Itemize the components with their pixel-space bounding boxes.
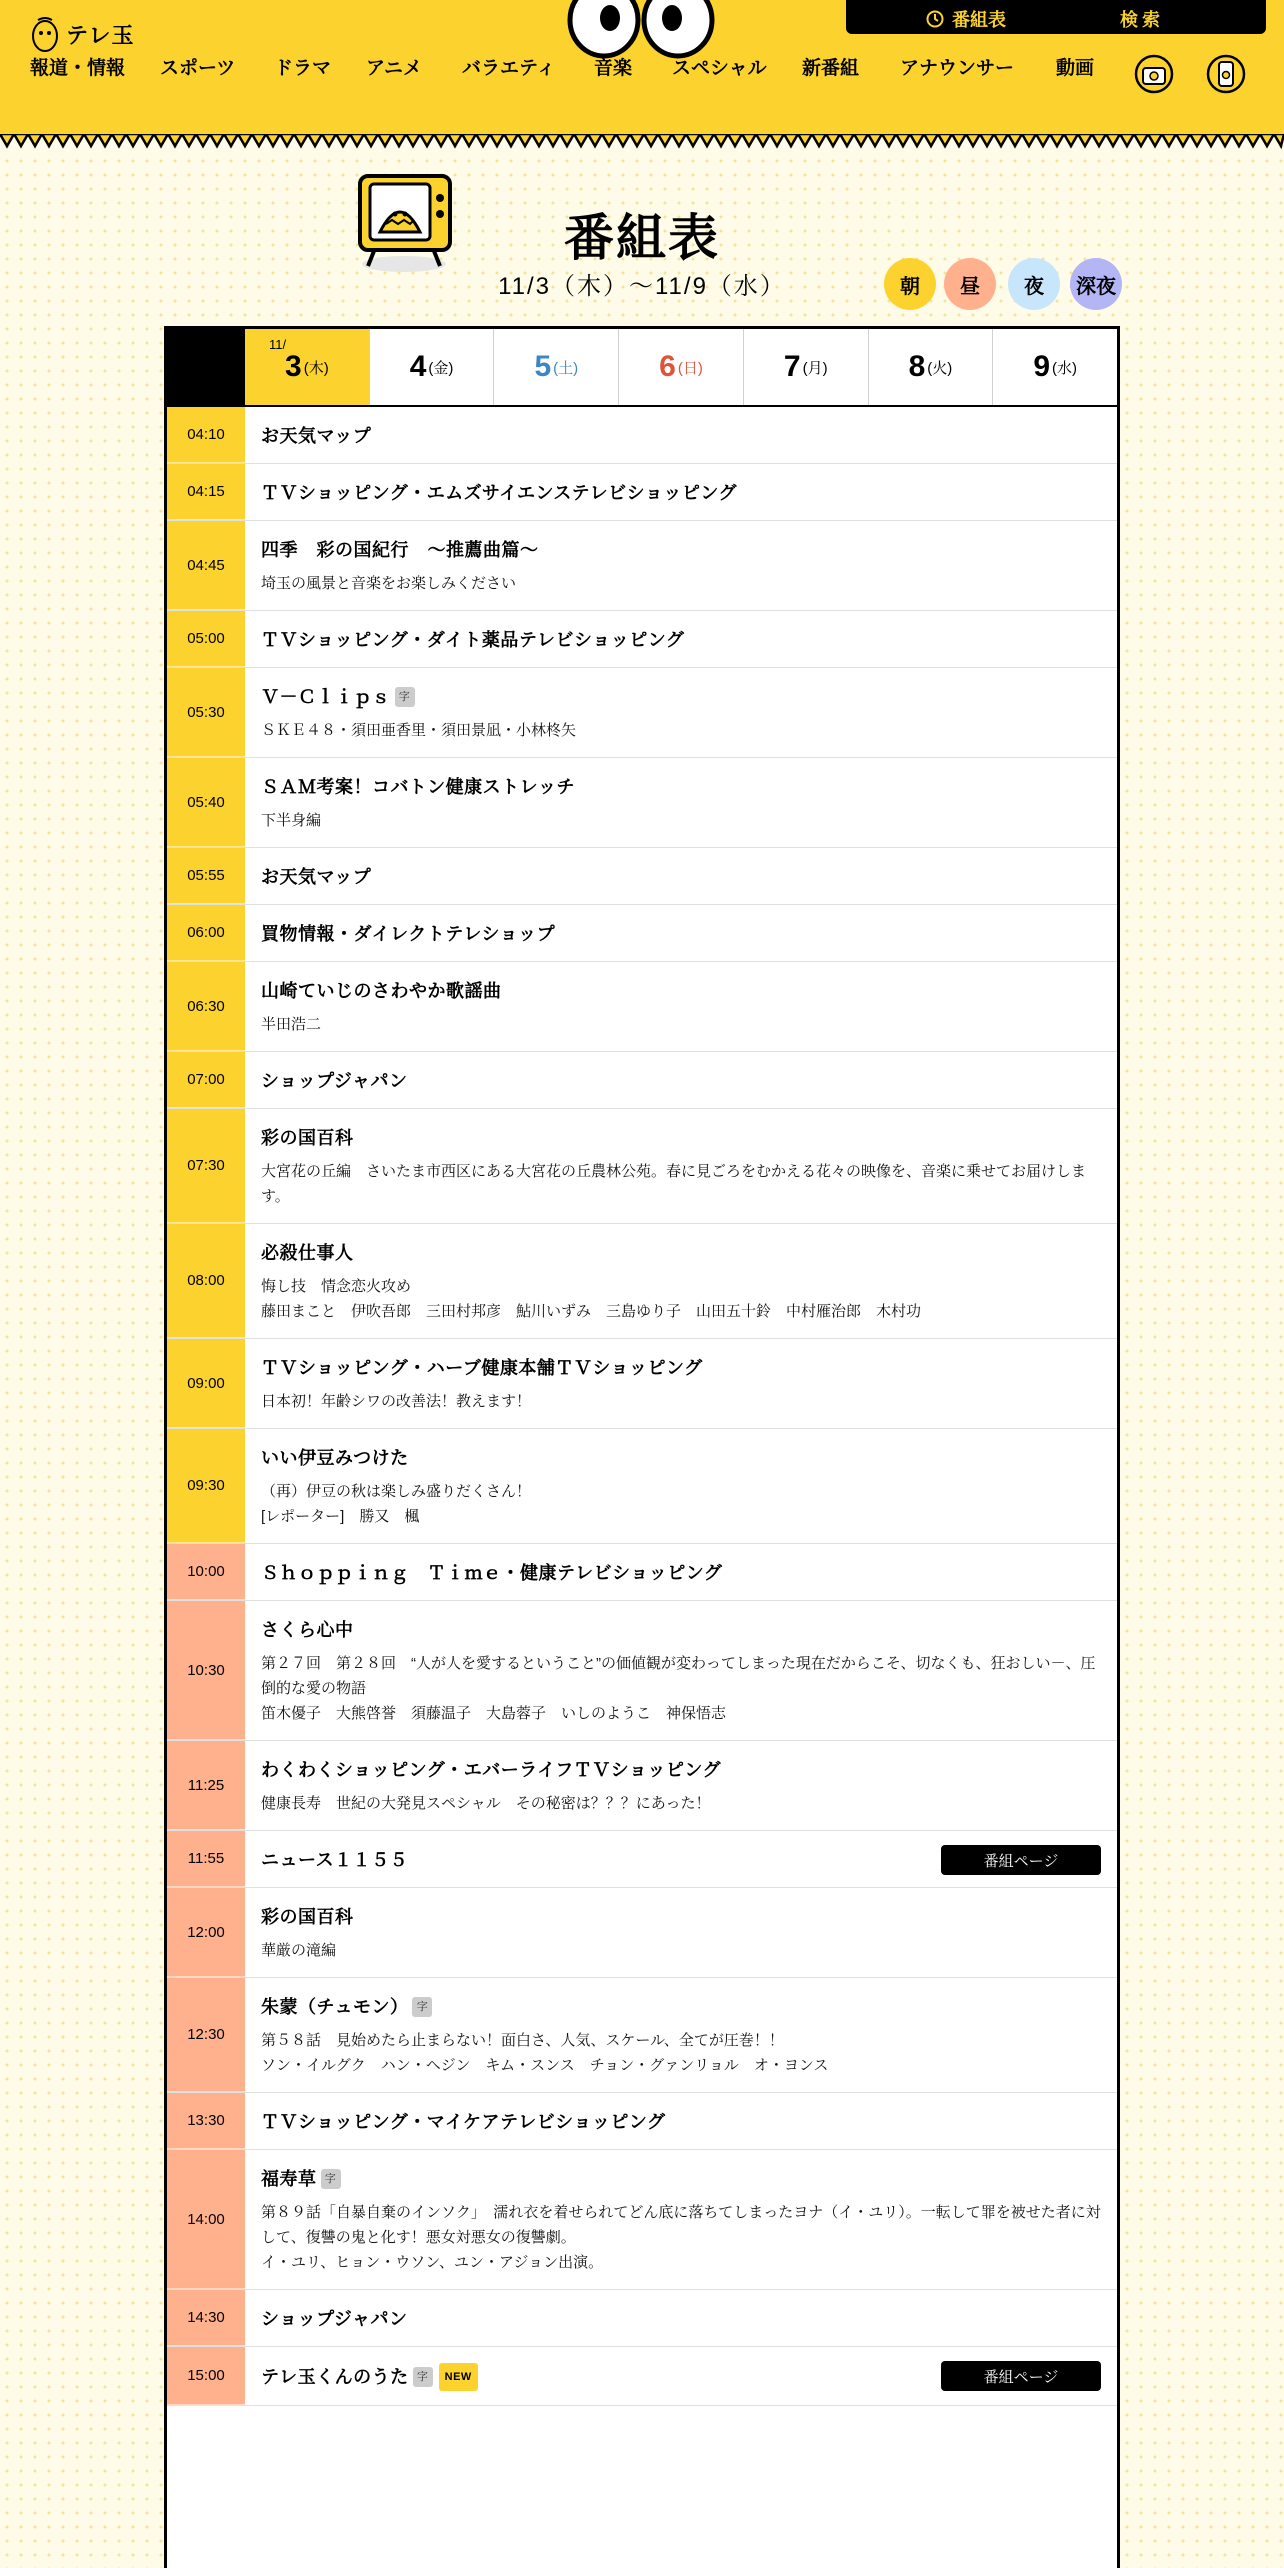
program-row[interactable] (167, 2347, 1117, 2406)
program-row[interactable] (167, 407, 1117, 464)
program-body (245, 1978, 1117, 2092)
program-time: 13:30 (167, 2093, 245, 2149)
program-description-line: 笛木優子 大熊啓誉 須藤温子 大島蓉子 いしのようこ 神保悟志 (261, 1705, 727, 1722)
program-title[interactable] (261, 2166, 1101, 2192)
program-description (261, 1159, 1101, 1209)
program-time: 09:00 (167, 1339, 245, 1428)
program-title[interactable] (261, 684, 1101, 710)
program-time: 06:30 (167, 962, 245, 1051)
program-row[interactable] (167, 1544, 1117, 1601)
day-header-row (167, 329, 1117, 407)
program-title-text: Ｓｈｏｐｐｉｎｇ Ｔｉｍｅ・健康テレビショッピング (261, 1563, 723, 1583)
schedule-table (164, 326, 1120, 2568)
program-body (245, 611, 1117, 667)
program-title[interactable] (261, 921, 1101, 947)
program-title-text: ＴＶショッピング・ダイト薬品テレビショッピング (261, 630, 685, 650)
tod-morning-button[interactable]: 朝 (884, 258, 936, 310)
program-description (261, 1479, 1101, 1529)
program-description (261, 1274, 1101, 1324)
program-description-line: [レポーター] 勝又 楓 (261, 1508, 420, 1525)
program-title-text: 彩の国百科 (261, 1907, 354, 1927)
program-description-line: イ・ユリ、ヒョン・ウソン、ユン・アジョン出演。 (261, 2254, 604, 2271)
program-row[interactable] (167, 905, 1117, 962)
program-row[interactable] (167, 1601, 1117, 1741)
program-title-text: 彩の国百科 (261, 1128, 354, 1148)
program-title-text: ニュース１１５５ (261, 1850, 409, 1870)
day-tab-5[interactable] (493, 329, 618, 405)
program-description (261, 1791, 1101, 1816)
program-title-text: お天気マップ (261, 867, 372, 887)
nav-item-anime[interactable]: アニメ (366, 57, 423, 79)
program-description-line: 第５８話 見始めたら止まらない！面白さ、人気、スケール、全てが圧巻！！ (261, 2032, 784, 2049)
day-number: 8 (908, 350, 926, 383)
program-body (245, 1741, 1117, 1830)
program-title[interactable] (261, 774, 1101, 800)
site-logo[interactable] (30, 14, 135, 54)
tod-late-night-button[interactable]: 深夜 (1070, 258, 1122, 310)
program-time: 10:00 (167, 1544, 245, 1600)
day-number: 5 (534, 350, 552, 383)
day-weekday: (土) (553, 359, 579, 377)
program-page-button[interactable]: 番組ページ (941, 2361, 1101, 2391)
program-description (261, 1012, 1101, 1037)
program-title[interactable] (261, 1994, 1101, 2020)
program-title[interactable] (261, 978, 1101, 1004)
program-body (245, 1601, 1117, 1740)
program-title[interactable] (261, 1240, 1101, 1266)
program-time: 14:00 (167, 2150, 245, 2289)
schedule-link[interactable] (926, 6, 1006, 32)
program-title-text: 必殺仕事人 (261, 1243, 354, 1263)
program-title-text: お天気マップ (261, 426, 372, 446)
nav-item-drama[interactable]: ドラマ (274, 57, 332, 79)
nav-item-news[interactable]: 報道・情報 (30, 57, 126, 79)
header-zigzag-border (0, 134, 1284, 150)
program-title-text: ＳＡＭ考案！コバトン健康ストレッチ (261, 777, 575, 797)
program-time: 04:15 (167, 464, 245, 520)
program-time: 04:45 (167, 521, 245, 610)
day-number: 3 (285, 350, 302, 383)
program-description-line: 藤田まこと 伊吹吾郎 三田村邦彦 鮎川いずみ 三島ゆり子 山田五十鈴 中村雁治郎 木村功 (261, 1303, 922, 1320)
program-title[interactable] (261, 537, 1101, 563)
program-title-text: ＴＶショッピング・エムズサイエンステレビショッピング (261, 483, 737, 503)
program-time: 07:00 (167, 1052, 245, 1108)
nav-item-videos[interactable]: 動画 (1056, 57, 1095, 79)
program-row[interactable] (167, 758, 1117, 848)
program-row[interactable] (167, 2150, 1117, 2290)
program-title[interactable] (261, 1560, 1101, 1586)
program-row[interactable] (167, 1429, 1117, 1544)
program-title[interactable] (261, 1355, 1101, 1381)
day-month: 11/ (269, 337, 287, 352)
program-row[interactable] (167, 1831, 1117, 1888)
day-weekday: (木) (303, 359, 329, 377)
new-badge: NEW (439, 2363, 478, 2391)
program-row[interactable] (167, 464, 1117, 521)
program-time: 11:25 (167, 1741, 245, 1830)
program-body (245, 1052, 1117, 1108)
search-link-label: 検索 (1120, 10, 1164, 31)
program-title[interactable] (261, 864, 1101, 890)
program-row[interactable] (167, 1888, 1117, 1978)
program-time: 09:30 (167, 1429, 245, 1543)
day-number: 4 (409, 350, 427, 383)
program-body (245, 1339, 1117, 1428)
subtitle-badge: 字 (412, 1997, 432, 2017)
program-time: 05:00 (167, 611, 245, 667)
program-description (261, 718, 1101, 743)
nav-item-announcers[interactable]: アナウンサー (900, 57, 1015, 79)
program-time: 08:00 (167, 1224, 245, 1338)
program-title[interactable] (261, 2306, 1101, 2332)
program-body (245, 668, 1117, 757)
program-description-line: 日本初！年齢シワの改善法！教えます！ (261, 1393, 532, 1410)
subtitle-badge: 字 (395, 687, 415, 707)
nav-item-music[interactable]: 音楽 (594, 57, 633, 79)
day-weekday: (月) (802, 359, 828, 377)
program-title-text: ＴＶショッピング・ハーブ健康本舗ＴＶショッピング (261, 1358, 703, 1378)
program-body (245, 758, 1117, 847)
program-description-line: 第８９話「自暴自棄のインソク」 濡れ衣を着せられてどん底に落ちてしまったヨナ（イ・ユリ）。一転して罪を被せた者に対して、復讐の鬼と化す！悪女対悪女の復讐劇。 (261, 2204, 1101, 2246)
program-title-text: いい伊豆みつけた (261, 1448, 409, 1468)
mascot-icon (30, 14, 60, 54)
program-time: 10:30 (167, 1601, 245, 1740)
page-title: 番組表 (564, 210, 720, 266)
day-number: 7 (783, 350, 801, 383)
program-title-text: ショップジャパン (261, 2309, 408, 2329)
program-row[interactable] (167, 962, 1117, 1052)
tod-night-button[interactable]: 夜 (1008, 258, 1060, 310)
program-time: 15:00 (167, 2347, 245, 2405)
program-title-text: 四季 彩の国紀行 ～推薦曲篇～ (261, 540, 539, 560)
program-row[interactable] (167, 1052, 1117, 1109)
program-title[interactable] (261, 1068, 1101, 1094)
program-title-text: ＴＶショッピング・マイケアテレビショッピング (261, 2112, 666, 2132)
program-body (245, 2093, 1117, 2149)
program-time: 12:30 (167, 1978, 245, 2092)
program-title[interactable] (261, 1904, 1101, 1930)
nav-item-sports[interactable]: スポーツ (160, 57, 236, 79)
program-body (245, 2290, 1117, 2346)
nav-item-variety[interactable]: バラエティ (462, 57, 556, 79)
day-tab-7[interactable] (743, 329, 868, 405)
program-row[interactable] (167, 1339, 1117, 1429)
program-title-text: ショップジャパン (261, 1071, 408, 1091)
program-description-line: 健康長寿 世紀の大発見スペシャル その秘密は？？？にあった！ (261, 1795, 711, 1812)
subtitle-badge: 字 (413, 2367, 433, 2387)
clock-icon (926, 10, 944, 28)
program-title-text: 買物情報・ダイレクトテレショップ (261, 924, 556, 944)
program-title-text: わくわくショッピング・エバーライフＴＶショッピング (261, 1760, 721, 1780)
day-tab-6[interactable] (618, 329, 743, 405)
program-time: 07:30 (167, 1109, 245, 1223)
program-description-line: （再）伊豆の秋は楽しみ盛りだくさん！ (261, 1483, 532, 1500)
program-time: 04:10 (167, 407, 245, 463)
program-row[interactable] (167, 1109, 1117, 1224)
nav-item-new-programs[interactable]: 新番組 (802, 57, 860, 79)
program-body (245, 905, 1117, 961)
subtitle-badge: 字 (321, 2169, 341, 2189)
program-row[interactable] (167, 2093, 1117, 2150)
day-weekday: (火) (927, 359, 953, 377)
top-bar (846, 0, 1266, 34)
program-page-button[interactable]: 番組ページ (941, 1845, 1101, 1875)
program-description (261, 571, 1101, 596)
program-title-text: 山崎ていじのさわやか歌謡曲 (261, 981, 502, 1001)
program-description (261, 808, 1101, 833)
program-time: 14:30 (167, 2290, 245, 2346)
program-time: 05:30 (167, 668, 245, 757)
day-number: 9 (1033, 350, 1051, 383)
program-description-line: ソン・イルグク ハン・ヘジン キム・スンス チョン・グァンリョル オ・ヨンス (261, 2057, 829, 2074)
program-title-text: Ｖ－Ｃｌｉｐｓ (261, 687, 391, 707)
program-title[interactable] (261, 1125, 1101, 1151)
day-header-corner (167, 329, 245, 405)
day-tab-8[interactable] (868, 329, 993, 405)
program-row[interactable] (167, 1978, 1117, 2093)
program-body (245, 1109, 1117, 1223)
date-range: 11/3（木）〜11/9（水） (498, 273, 786, 300)
program-list (167, 407, 1117, 2406)
teletama-kun-badge-icon[interactable] (1134, 50, 1174, 94)
day-weekday: (金) (428, 359, 454, 377)
program-body (245, 1544, 1117, 1600)
program-description (261, 2028, 1101, 2078)
program-title[interactable] (261, 1445, 1101, 1471)
program-description-line: 悔し技 情念恋火攻め (261, 1278, 412, 1295)
program-title[interactable] (261, 1617, 1101, 1643)
program-body (245, 521, 1117, 610)
program-title-text: テレ玉くんのうた (261, 2367, 409, 2387)
search-link[interactable] (1120, 6, 1164, 32)
program-body (245, 2150, 1117, 2289)
day-number: 6 (659, 350, 676, 383)
nav-item-special[interactable]: スペシャル (672, 57, 767, 79)
program-body (245, 962, 1117, 1051)
program-description-line: 華厳の滝編 (261, 1942, 337, 1959)
program-time: 05:55 (167, 848, 245, 904)
logo-text: テレ玉 (66, 23, 135, 49)
program-row[interactable] (167, 848, 1117, 905)
program-description-line: 埼玉の風景と音楽をお楽しみください (261, 575, 517, 592)
program-time: 11:55 (167, 1831, 245, 1887)
day-tab-4[interactable] (369, 329, 494, 405)
program-title[interactable] (261, 627, 1101, 653)
program-body (245, 1888, 1117, 1977)
program-body (245, 464, 1117, 520)
program-body (245, 1224, 1117, 1338)
program-row[interactable] (167, 1741, 1117, 1831)
program-title-text: 福寿草 (261, 2169, 317, 2189)
program-description (261, 1389, 1101, 1414)
program-description (261, 1651, 1101, 1726)
program-row[interactable] (167, 1224, 1117, 1339)
day-weekday: (水) (1052, 359, 1078, 377)
program-time: 05:40 (167, 758, 245, 847)
site-header (0, 0, 1284, 136)
program-description-line: 半田浩二 (261, 1016, 322, 1033)
program-description (261, 1938, 1101, 1963)
program-description-line: ＳＫＥ４８・須田亜香里・須田景凪・小林柊矢 (261, 722, 577, 739)
program-title-text: 朱蒙（チュモン） (261, 1997, 409, 2017)
program-title[interactable] (261, 1757, 1101, 1783)
day-weekday: (日) (677, 359, 703, 377)
program-description-line: 下半身編 (261, 812, 322, 829)
program-body (245, 407, 1117, 463)
program-body (245, 1831, 1117, 1887)
program-title[interactable] (261, 480, 1101, 506)
program-time: 06:00 (167, 905, 245, 961)
program-description-line: 第２７回 第２８回 “人が人を愛するということ”の価値観が変わってしまった現在だからこそ、切なくも、狂おしい－、圧倒的な愛の物語 (261, 1655, 1096, 1697)
program-title[interactable] (261, 423, 1101, 449)
teletama-mobile-badge-icon[interactable] (1206, 50, 1246, 94)
program-body (245, 848, 1117, 904)
program-row[interactable] (167, 668, 1117, 758)
program-row[interactable] (167, 2290, 1117, 2347)
mascot-eyes-icon (566, 0, 716, 60)
program-description-line: 大宮花の丘編 さいたま市西区にある大宮花の丘農林公苑。春に見ごろをむかえる花々の映像を、音楽に乗せてお届けします。 (261, 1163, 1087, 1205)
program-time: 12:00 (167, 1888, 245, 1977)
program-row[interactable] (167, 521, 1117, 611)
tod-noon-button[interactable]: 昼 (944, 258, 996, 310)
program-title[interactable] (261, 2109, 1101, 2135)
schedule-link-label: 番組表 (952, 10, 1006, 31)
day-tab-3[interactable] (245, 329, 369, 405)
program-description (261, 2200, 1101, 2275)
day-tab-9[interactable] (992, 329, 1117, 405)
program-body (245, 1429, 1117, 1543)
program-title-text: さくら心中 (261, 1620, 354, 1640)
program-body (245, 2347, 1117, 2405)
program-row[interactable] (167, 611, 1117, 668)
